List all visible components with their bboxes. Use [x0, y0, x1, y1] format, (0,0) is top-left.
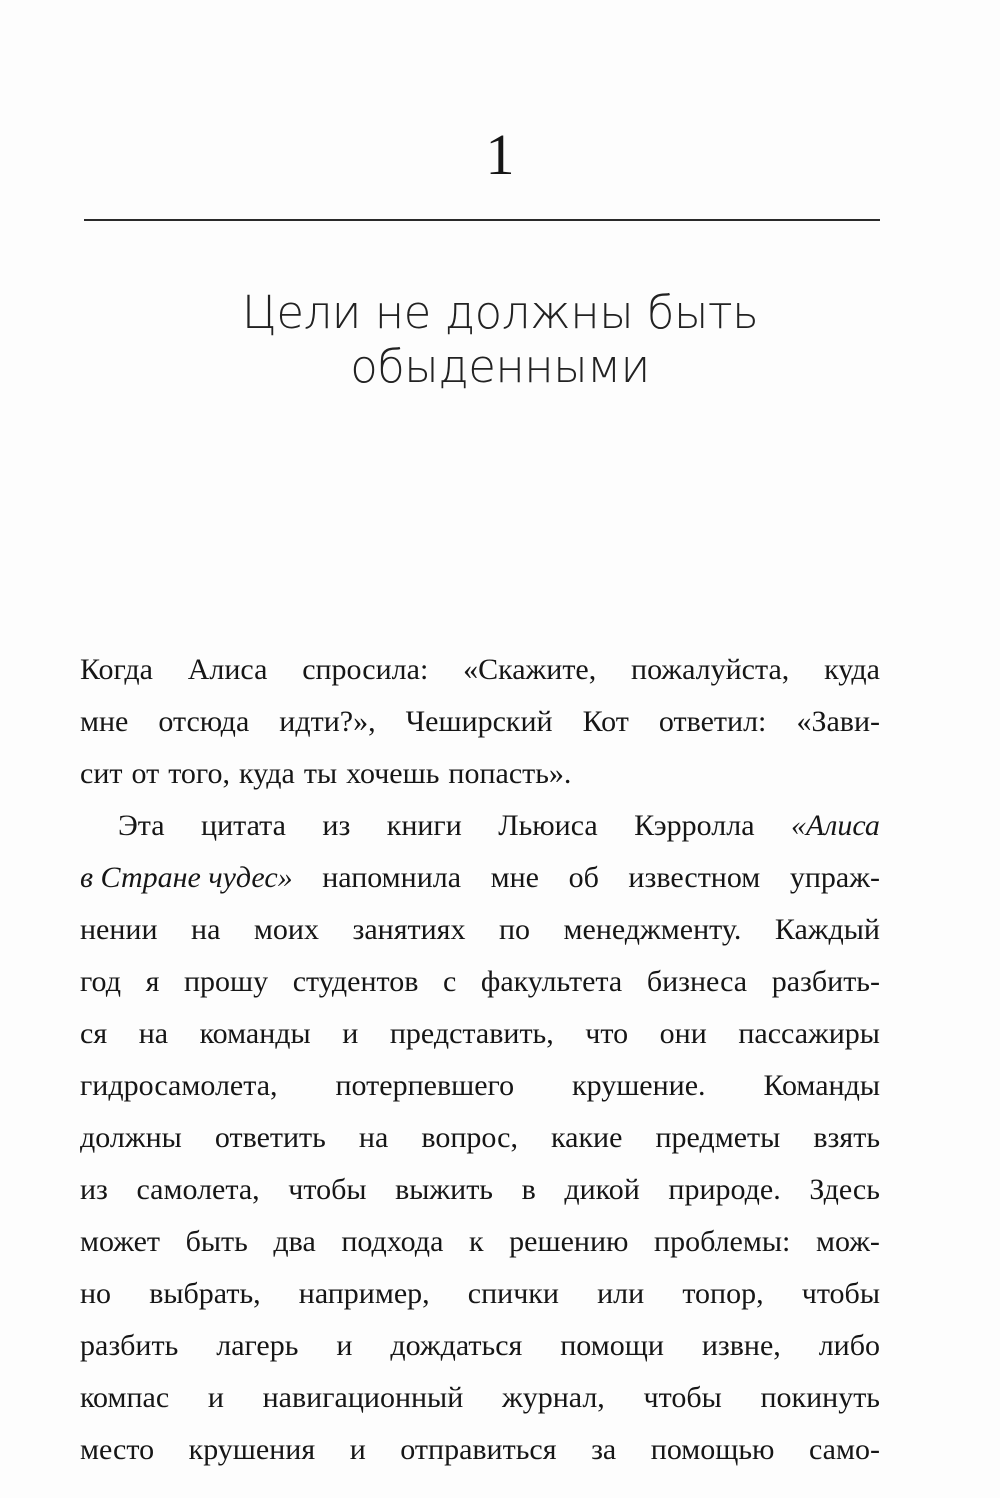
word: и	[342, 1017, 359, 1050]
word: подхода	[341, 1225, 444, 1258]
text-line	[80, 696, 880, 748]
paragraph	[80, 800, 880, 1476]
text-line	[80, 1008, 880, 1060]
word: того,	[168, 757, 230, 790]
word: с	[442, 965, 457, 998]
word: извне,	[701, 1329, 781, 1362]
word: факультета	[480, 965, 623, 998]
word: «Скажите,	[463, 653, 597, 686]
word: Каждый	[774, 913, 880, 946]
chapter-divider	[84, 219, 880, 221]
text-line	[80, 1320, 880, 1372]
word: «Зави-	[796, 705, 880, 738]
word: идти?»,	[279, 705, 376, 738]
word: например,	[298, 1277, 430, 1310]
word: топор,	[682, 1277, 764, 1310]
text-line	[80, 644, 880, 696]
word: и	[336, 1329, 353, 1362]
word: бизнеса	[646, 965, 748, 998]
text-line	[80, 1268, 880, 1320]
word: должны	[80, 1121, 182, 1154]
text-line	[80, 1060, 880, 1112]
word: решению	[509, 1225, 629, 1258]
text-line	[80, 852, 880, 904]
chapter-number: 1	[485, 122, 515, 187]
word: Кот	[582, 705, 629, 738]
word: два	[273, 1225, 316, 1258]
word: нении	[80, 913, 158, 946]
word: ты	[303, 757, 338, 790]
word: и	[207, 1381, 224, 1414]
word: Здесь	[809, 1173, 880, 1206]
word: разбить	[80, 1329, 179, 1362]
word: они	[659, 1017, 707, 1050]
word: пожалуйста,	[631, 653, 790, 686]
word: крушение.	[572, 1069, 706, 1102]
word: на	[191, 913, 221, 946]
word: чтобы	[643, 1381, 722, 1414]
word: пассажиры	[738, 1017, 880, 1050]
word: выбрать,	[149, 1277, 261, 1310]
word: вопрос,	[421, 1121, 518, 1154]
word: мне	[80, 705, 129, 738]
word: напомнила	[322, 861, 462, 894]
word: само-	[809, 1433, 880, 1466]
word: чтобы	[801, 1277, 880, 1310]
word: занятиях	[352, 913, 466, 946]
word: быть	[185, 1225, 248, 1258]
word: взять	[813, 1121, 880, 1154]
word: на	[358, 1121, 389, 1154]
word: цитата	[201, 809, 286, 842]
body-text	[80, 644, 880, 1476]
word: Алиса	[187, 653, 268, 686]
text-line	[80, 800, 880, 852]
word: Чеширский	[405, 705, 553, 738]
word: чтобы	[288, 1173, 367, 1206]
text-line	[80, 1424, 880, 1476]
text-line	[80, 1372, 880, 1424]
word: гидросамолета,	[80, 1069, 278, 1102]
word: куда	[238, 757, 295, 790]
text-line	[80, 904, 880, 956]
word: год	[80, 965, 121, 998]
word: из	[322, 809, 351, 842]
word: попасть».	[448, 757, 572, 790]
word: может	[80, 1225, 160, 1258]
word: мне	[490, 861, 539, 894]
word: Эта	[118, 809, 165, 842]
word: либо	[818, 1329, 880, 1362]
word: спички	[467, 1277, 559, 1310]
book-title-italic: в Стране чудес»	[80, 861, 293, 894]
word: об	[568, 861, 599, 894]
word: на	[138, 1017, 169, 1050]
word: прошу	[183, 965, 269, 998]
paragraph	[80, 644, 880, 800]
word: студентов	[292, 965, 419, 998]
word: выжить	[395, 1173, 493, 1206]
word: ся	[80, 1017, 108, 1050]
word: сит	[80, 757, 123, 790]
word: помощью	[650, 1433, 775, 1466]
word: менеджменту.	[563, 913, 742, 946]
word: компас	[80, 1381, 170, 1414]
word: какие	[551, 1121, 623, 1154]
word: предметы	[655, 1121, 781, 1154]
word: но	[80, 1277, 112, 1310]
word: самолета,	[136, 1173, 260, 1206]
word: хочешь	[346, 757, 440, 790]
word: Команды	[763, 1069, 880, 1102]
word: дикой	[564, 1173, 640, 1206]
chapter-title-line: Цели не должны быть	[241, 286, 759, 339]
word: книги	[386, 809, 462, 842]
word: к	[468, 1225, 484, 1258]
paragraph-lines	[80, 904, 880, 1476]
word: журнал,	[501, 1381, 605, 1414]
word: потерпевшего	[335, 1069, 515, 1102]
word: из	[80, 1173, 108, 1206]
word: известном	[628, 861, 761, 894]
text-line	[80, 1216, 880, 1268]
word: что	[585, 1017, 629, 1050]
word: ответил:	[658, 705, 767, 738]
word: мож-	[815, 1225, 880, 1258]
text-line	[80, 1112, 880, 1164]
word: в	[521, 1173, 536, 1206]
word: отсюда	[158, 705, 250, 738]
word: лагерь	[216, 1329, 299, 1362]
book-title-italic: «Алиса	[790, 809, 880, 842]
word: природе.	[668, 1173, 781, 1206]
chapter-title-line: обыденными	[350, 340, 650, 393]
word: или	[597, 1277, 645, 1310]
word: и	[349, 1433, 366, 1466]
word: представить,	[389, 1017, 554, 1050]
text-line	[80, 1164, 880, 1216]
word: моих	[253, 913, 319, 946]
word: навигационный	[262, 1381, 464, 1414]
text-line	[80, 956, 880, 1008]
text-line	[80, 748, 880, 800]
word: я	[145, 965, 160, 998]
word: крушения	[188, 1433, 316, 1466]
word: проблемы:	[654, 1225, 791, 1258]
word: разбить-	[771, 965, 880, 998]
word: место	[80, 1433, 155, 1466]
word: покинуть	[760, 1381, 880, 1414]
word: помощи	[560, 1329, 664, 1362]
word: ответить	[214, 1121, 326, 1154]
word: дождаться	[390, 1329, 523, 1362]
word: Кэрролла	[634, 809, 755, 842]
chapter-title	[0, 286, 1000, 394]
word: отправиться	[400, 1433, 557, 1466]
word: команды	[199, 1017, 311, 1050]
word: упраж-	[789, 861, 880, 894]
word: Когда	[80, 653, 153, 686]
word: за	[591, 1433, 617, 1466]
word: от	[131, 757, 160, 790]
word: спросила:	[302, 653, 429, 686]
word: по	[498, 913, 531, 946]
word: куда	[824, 653, 880, 686]
word: Льюиса	[498, 809, 598, 842]
